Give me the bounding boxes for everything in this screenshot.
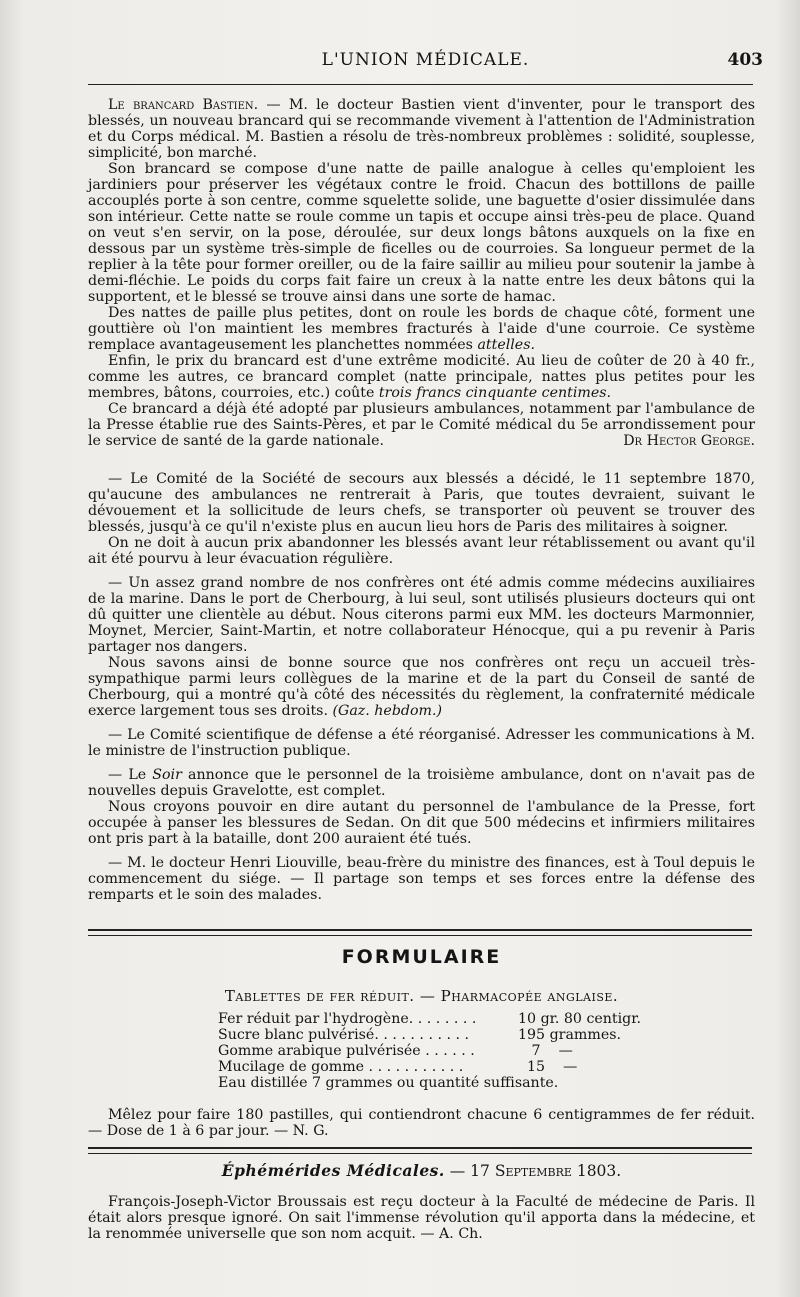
recipe-row [218, 1075, 658, 1091]
paragraph: — Un assez grand nombre de nos confrères ont été admis comme médecins auxiliaires de la marine. Dans le port de Cherbourg, à lui seul, sont utilisés plusieurs docteurs qui ont dû quitter une clientèle au début. Nous citerons parmi eux MM. les docteurs Marmonnier, Moynet, Mercier, Saint-Martin, et notre collaborateur Hénocque, qui a pu revenir à Paris partager nos dangers. [88, 575, 755, 655]
ingredient-name: Fer réduit par l'hydrogène. . . . . . . . [218, 1011, 477, 1027]
news-section [88, 471, 755, 903]
recipe-row [218, 1027, 658, 1043]
paragraph: — Le Comité scientifique de défense a été réorganisé. Adresser les communications à M. le ministre de l'instruction publique. [88, 727, 755, 759]
paragraph-text: Enfin, le prix du brancard est d'une extrême modicité. Au lieu de coûter de 20 à 40 fr., comme les autres, ce brancard complet (natte principale, nattes plus petites pour les membres, bâtons, courroies, etc.) coûte [88, 353, 755, 401]
paragraph-text: Nous savons ainsi de bonne source que nos confrères ont reçu un accueil très-sympathique parmi leurs collègues de la marine et de la part du Conseil de santé de Cherbourg, qui a montré qu'à côté des nécessités du règlement, la confraternité médicale exerce largement tous ses droits. [88, 655, 755, 719]
paragraph: On ne doit à aucun prix abandonner les blessés avant leur rétablissement ou avant qu'il ait été pourvu à leur évacuation régulière. [88, 535, 755, 567]
paragraph [88, 767, 755, 799]
italic-term: attelles. [477, 337, 535, 353]
recipe-row [218, 1043, 658, 1059]
recipe-row [218, 1059, 658, 1075]
paragraph [88, 353, 755, 401]
formulaire-instructions [88, 1107, 755, 1139]
paragraph-text: annonce que le personnel de la troisième ambulance, dont on n'avait pas de nouvelles depuis Gravelotte, est complet. [88, 767, 755, 799]
page-header [88, 50, 763, 80]
running-title: L'UNION MÉDICALE. [321, 50, 530, 70]
section-divider [88, 929, 752, 936]
paragraph: — M. le docteur Henri Liouville, beau-frère du ministre des finances, est à Toul depuis le commencement du siége. — Il partage son temps et ses forces entre la défense des remparts et le soin des malades. [88, 855, 755, 903]
ingredient-qty: 195 grammes. [518, 1027, 622, 1043]
paragraph [88, 97, 755, 161]
recipe-list [218, 1011, 658, 1091]
recipe-row [218, 1011, 658, 1027]
paragraph: Nous croyons pouvoir en dire autant du personnel de l'ambulance de la Presse, fort occupée à panser les blessures de Sedan. On dit que 500 médecins et infirmiers militaires ont pris part à la bataille, dont 200 auraient été tués. [88, 799, 755, 847]
italic-price: trois francs cinquante centimes. [378, 385, 612, 401]
paragraph-text: Ce brancard a déjà été adopté par plusieurs ambulances, notamment par l'ambulance de la Presse établie rue des Saints-Pères, et par le Comité médical du 5e arrondissement pour le service de santé de la garde nationale. [88, 401, 755, 449]
paragraph [88, 401, 755, 449]
ephemerides-date: — 17 Septembre 1803. [449, 1162, 622, 1180]
signature: Dr Hector George. [623, 433, 755, 449]
ingredient-qty: 10 gr. 80 centigr. [518, 1011, 641, 1027]
paragraph: Mêlez pour faire 180 pastilles, qui contiendront chacune 6 centigrammes de fer réduit. — Dose de 1 à 6 par jour. — N. G. [88, 1107, 755, 1139]
paragraph: Son brancard se compose d'une natte de paille analogue à celles qu'emploient les jardiniers pour préserver les végétaux contre le froid. Chacun des bottillons de paille accouplés porte à son centre, comme squelette solide, une baguette d'osier dissimulée dans son intérieur. Cette natte se roule comme un tapis et occupe ainsi très-peu de place. Quand on veut s'en servir, on la pose, déroulée, sur deux longs bâtons auxquels on la fixe en dessous par un système très-simple de ficelles ou de courroies. Sa longueur permet de la replier à la tête pour former oreiller, ou de la faire saillir au milieu pour soutenir la jambe à demi-fléchie. Le poids du corps fait faire un creux à la natte entre les deux bâtons qui la supportent, et le blessé se trouve ainsi dans une sorte de hamac. [88, 161, 755, 305]
paragraph [88, 655, 755, 719]
paragraph-text: — M. le docteur Bastien vient d'inventer, pour le transport des blessés, un nouveau brancard qui se recommande vivement à l'attention de l'Administration et du Corps médical. M. Bastien a résolu de très-nombreux problèmes : solidité, souplesse, simplicité, bon marché. [88, 97, 755, 161]
article-brancard [88, 97, 755, 449]
citation: (Gaz. hebdom.) [332, 703, 443, 719]
paragraph: François-Joseph-Victor Broussais est reçu docteur à la Faculté de médecine de Paris. Il était alors presque ignoré. On sait l'immense révolution qu'il apporta dans la médecine, et la renommée universelle que son nom acquit. — A. Ch. [88, 1194, 755, 1242]
paragraph-text: Des nattes de paille plus petites, dont on roule les bords de chaque côté, forment une gouttière où l'on maintient les membres fracturés à l'aide d'une courroie. Ce système remplace avantageusement les planchettes nommées [88, 305, 755, 353]
paragraph [88, 305, 755, 353]
page-number: 403 [727, 50, 763, 70]
ingredient-name: Gomme arabique pulvérisée . . . . . . [218, 1043, 475, 1059]
ingredient-name: Sucre blanc pulvérisé. . . . . . . . . . . [218, 1027, 470, 1043]
newspaper-name: Soir [152, 767, 182, 783]
paragraph-text: — Le [108, 767, 153, 783]
formulaire-subtitle: Tablettes de fer réduit. — Pharmacopée anglaise. [224, 987, 619, 1005]
formulaire-title: FORMULAIRE [341, 946, 502, 968]
ingredient-qty: 7 — [518, 1043, 573, 1059]
ephemerides-heading: Éphémérides Médicales. [221, 1161, 445, 1180]
header-rule [88, 84, 753, 85]
paragraph: — Le Comité de la Société de secours aux blessés a décidé, le 11 septembre 1870, qu'aucune des ambulances ne rentrerait à Paris, que toutes devraient, suivant le dévouement et la sollicitude de leurs chefs, se transporter où peuvent se trouver des blessés, jusqu'à ce qu'il n'existe plus en aucun lieu hors de Paris des militaires à soigner. [88, 471, 755, 535]
section-divider [88, 1147, 752, 1154]
article-lead: Le brancard Bastien. [108, 97, 259, 113]
water-line: Eau distillée 7 grammes ou quantité suffisante. [218, 1075, 559, 1091]
ephemerides-title [88, 1161, 755, 1180]
ephemerides-text [88, 1194, 755, 1242]
ingredient-qty: 15 — [518, 1059, 578, 1075]
ingredient-name: Mucilage de gomme . . . . . . . . . . . [218, 1059, 464, 1075]
